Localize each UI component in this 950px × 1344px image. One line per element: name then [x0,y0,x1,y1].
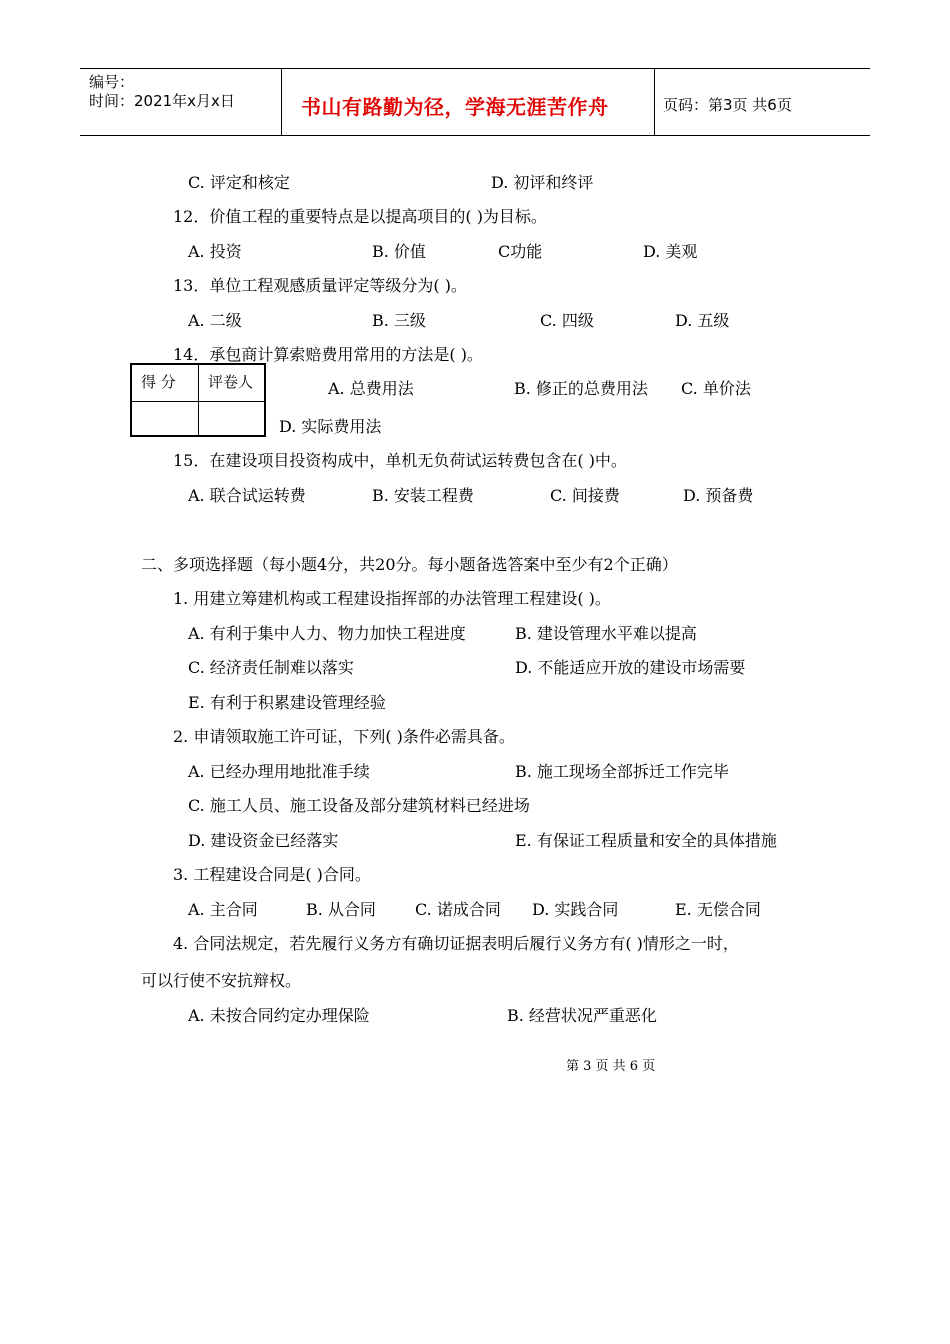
q14-option-a: A. 总费用法 [328,379,414,398]
mq1-option-b: B. 建设管理水平难以提高 [515,624,697,643]
q14-option-d: D. 实际费用法 [279,417,382,436]
mq3-option-a: A. 主合同 [188,900,258,919]
score-box-row-divider [132,401,264,402]
header-page-label: 页码：第3页 共6页 [663,96,792,114]
q14-option-c: C. 单价法 [681,379,751,398]
q15-stem: 15．在建设项目投资构成中，单机无负荷试运转费包含在( )中。 [173,451,627,470]
score-label: 得 分 [141,373,176,391]
mq1-stem: 1. 用建立筹建机构或工程建设指挥部的办法管理工程建设( )。 [173,589,611,608]
mq3-option-d: D. 实践合同 [532,900,619,919]
score-box [130,363,266,437]
mq1-option-a: A. 有利于集中人力、物力加快工程进度 [188,624,466,643]
q13-option-d: D. 五级 [675,311,730,330]
mq3-option-e: E. 无偿合同 [675,900,761,919]
mq4-stem-cont: 可以行使不安抗辩权。 [141,971,302,990]
header-divider-right [654,68,655,136]
mq1-option-e: E. 有利于积累建设管理经验 [188,693,386,712]
q12-stem: 12．价值工程的重要特点是以提高项目的( )为目标。 [173,207,547,226]
mq4-stem: 4. 合同法规定，若先履行义务方有确切证据表明后履行义务方有( )情形之一时， [173,934,739,953]
q12-option-d: D. 美观 [643,242,698,261]
q12-option-b: B. 价值 [372,242,426,261]
q14-option-b: B. 修正的总费用法 [514,379,648,398]
mq2-option-d: D. 建设资金已经落实 [188,831,339,850]
q13-stem: 13．单位工程观感质量评定等级分为( )。 [173,276,467,295]
mq2-option-c: C. 施工人员、施工设备及部分建筑材料已经进场 [188,796,530,815]
q13-option-a: A. 二级 [188,311,242,330]
mq3-option-b: B. 从合同 [306,900,376,919]
mq1-option-d: D. 不能适应开放的建设市场需要 [515,658,746,677]
grader-label: 评卷人 [208,373,254,391]
mq2-option-e: E. 有保证工程质量和安全的具体措施 [515,831,777,850]
q12-option-c: C功能 [498,242,543,261]
score-box-divider [198,365,199,435]
header-bottom-rule [80,135,870,136]
page-footer: 第 3 页 共 6 页 [566,1059,656,1074]
mq4-option-b: B. 经营状况严重恶化 [507,1006,657,1025]
header-number-label: 编号： [89,73,135,91]
q15-option-d: D. 预备费 [683,486,754,505]
section-2-heading: 二、多项选择题（每小题4分，共20分。每小题备选答案中至少有2个正确） [141,555,678,574]
q13-option-c: C. 四级 [540,311,594,330]
header-top-rule [80,68,870,69]
mq2-option-a: A. 已经办理用地批准手续 [188,762,370,781]
header-divider-left [281,68,282,136]
q11-option-d: D. 初评和终评 [491,173,594,192]
q15-option-c: C. 间接费 [550,486,620,505]
q12-option-a: A. 投资 [188,242,242,261]
header-motto: 书山有路勤为径，学海无涯苦作舟 [301,95,609,119]
mq4-option-a: A. 未按合同约定办理保险 [188,1006,370,1025]
mq3-stem: 3. 工程建设合同是( )合同。 [173,865,371,884]
mq2-option-b: B. 施工现场全部拆迁工作完毕 [515,762,729,781]
header-time-label: 时间：2021年x月x日 [89,92,235,110]
q11-option-c: C. 评定和核定 [188,173,290,192]
q14-stem: 14．承包商计算索赔费用常用的方法是( )。 [173,345,483,364]
mq2-stem: 2. 申请领取施工许可证，下列( )条件必需具备。 [173,727,515,746]
q15-option-a: A. 联合试运转费 [188,486,306,505]
mq1-option-c: C. 经济责任制难以落实 [188,658,354,677]
mq3-option-c: C. 诺成合同 [415,900,501,919]
q15-option-b: B. 安装工程费 [372,486,474,505]
q13-option-b: B. 三级 [372,311,426,330]
